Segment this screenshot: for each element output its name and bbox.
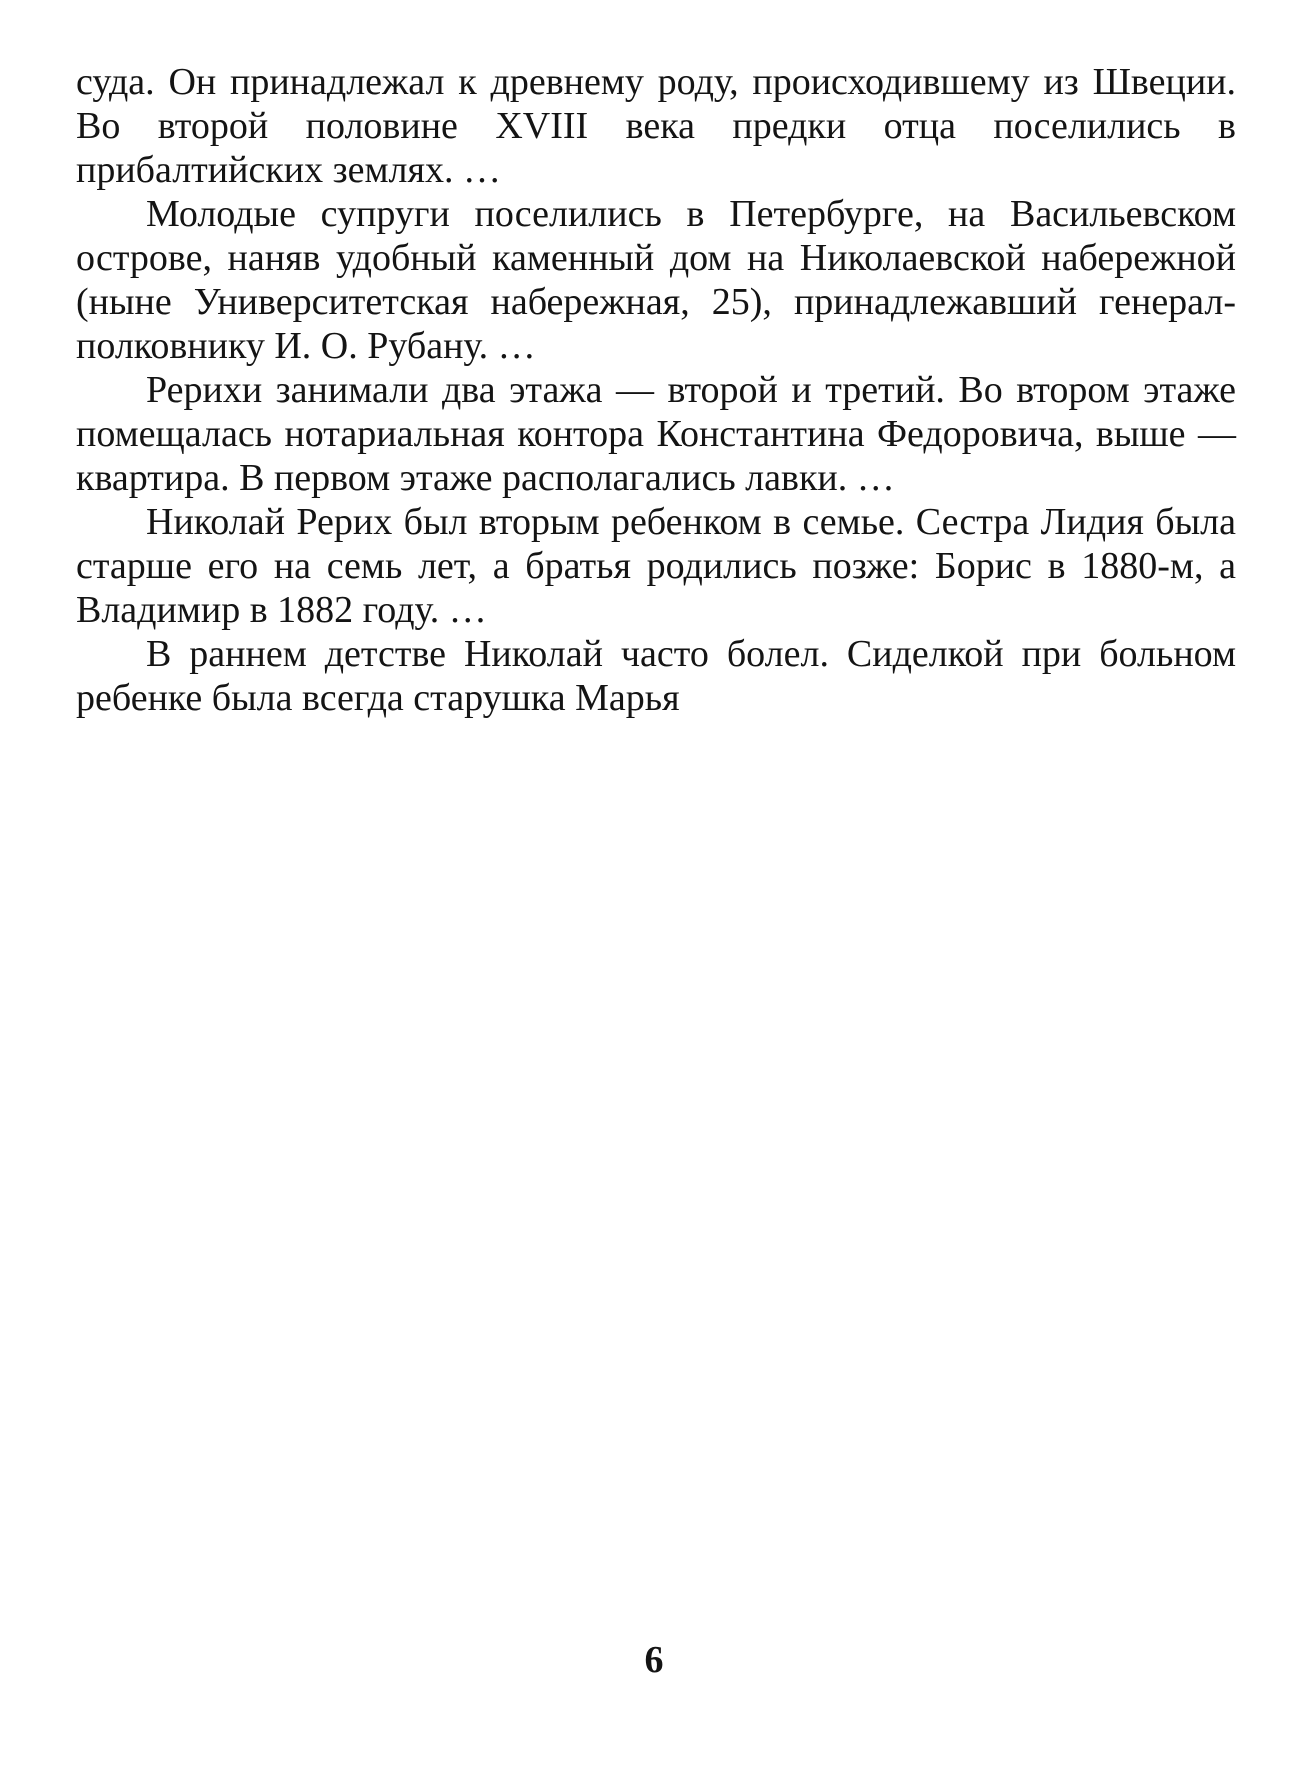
paragraph-3: Рерихи занимали два этажа — второй и третий. Во втором этаже помещалась нотариальная контора Константина Федоровича, выше — квартира. В первом этаже располагались лавки. … — [76, 369, 1236, 499]
page-body — [76, 60, 1236, 1720]
paragraph-5: В раннем детстве Николай часто болел. Сиделкой при больном ребенке была всегда старушка Марья — [76, 633, 1236, 719]
paragraph-4: Николай Рерих был вторым ребенком в семье. Сестра Лидия была старше его на семь лет, а братья родились позже: Борис в 1880-м, а Владимир в 1882 году. … — [76, 501, 1236, 631]
page-number: 6 — [644, 1639, 664, 1681]
paragraph-1: суда. Он принадлежал к древнему роду, происходившему из Швеции. Во второй половине XVIII века предки отца поселились в прибалтийских землях. … — [76, 61, 1236, 191]
paragraph-2: Молодые супруги поселились в Петербурге, на Васильевском острове, наняв удобный каменный дом на Николаевской набережной (ныне Университетская набережная, 25), принадлежавший генерал-полковнику И. О. Рубану. … — [76, 193, 1236, 367]
